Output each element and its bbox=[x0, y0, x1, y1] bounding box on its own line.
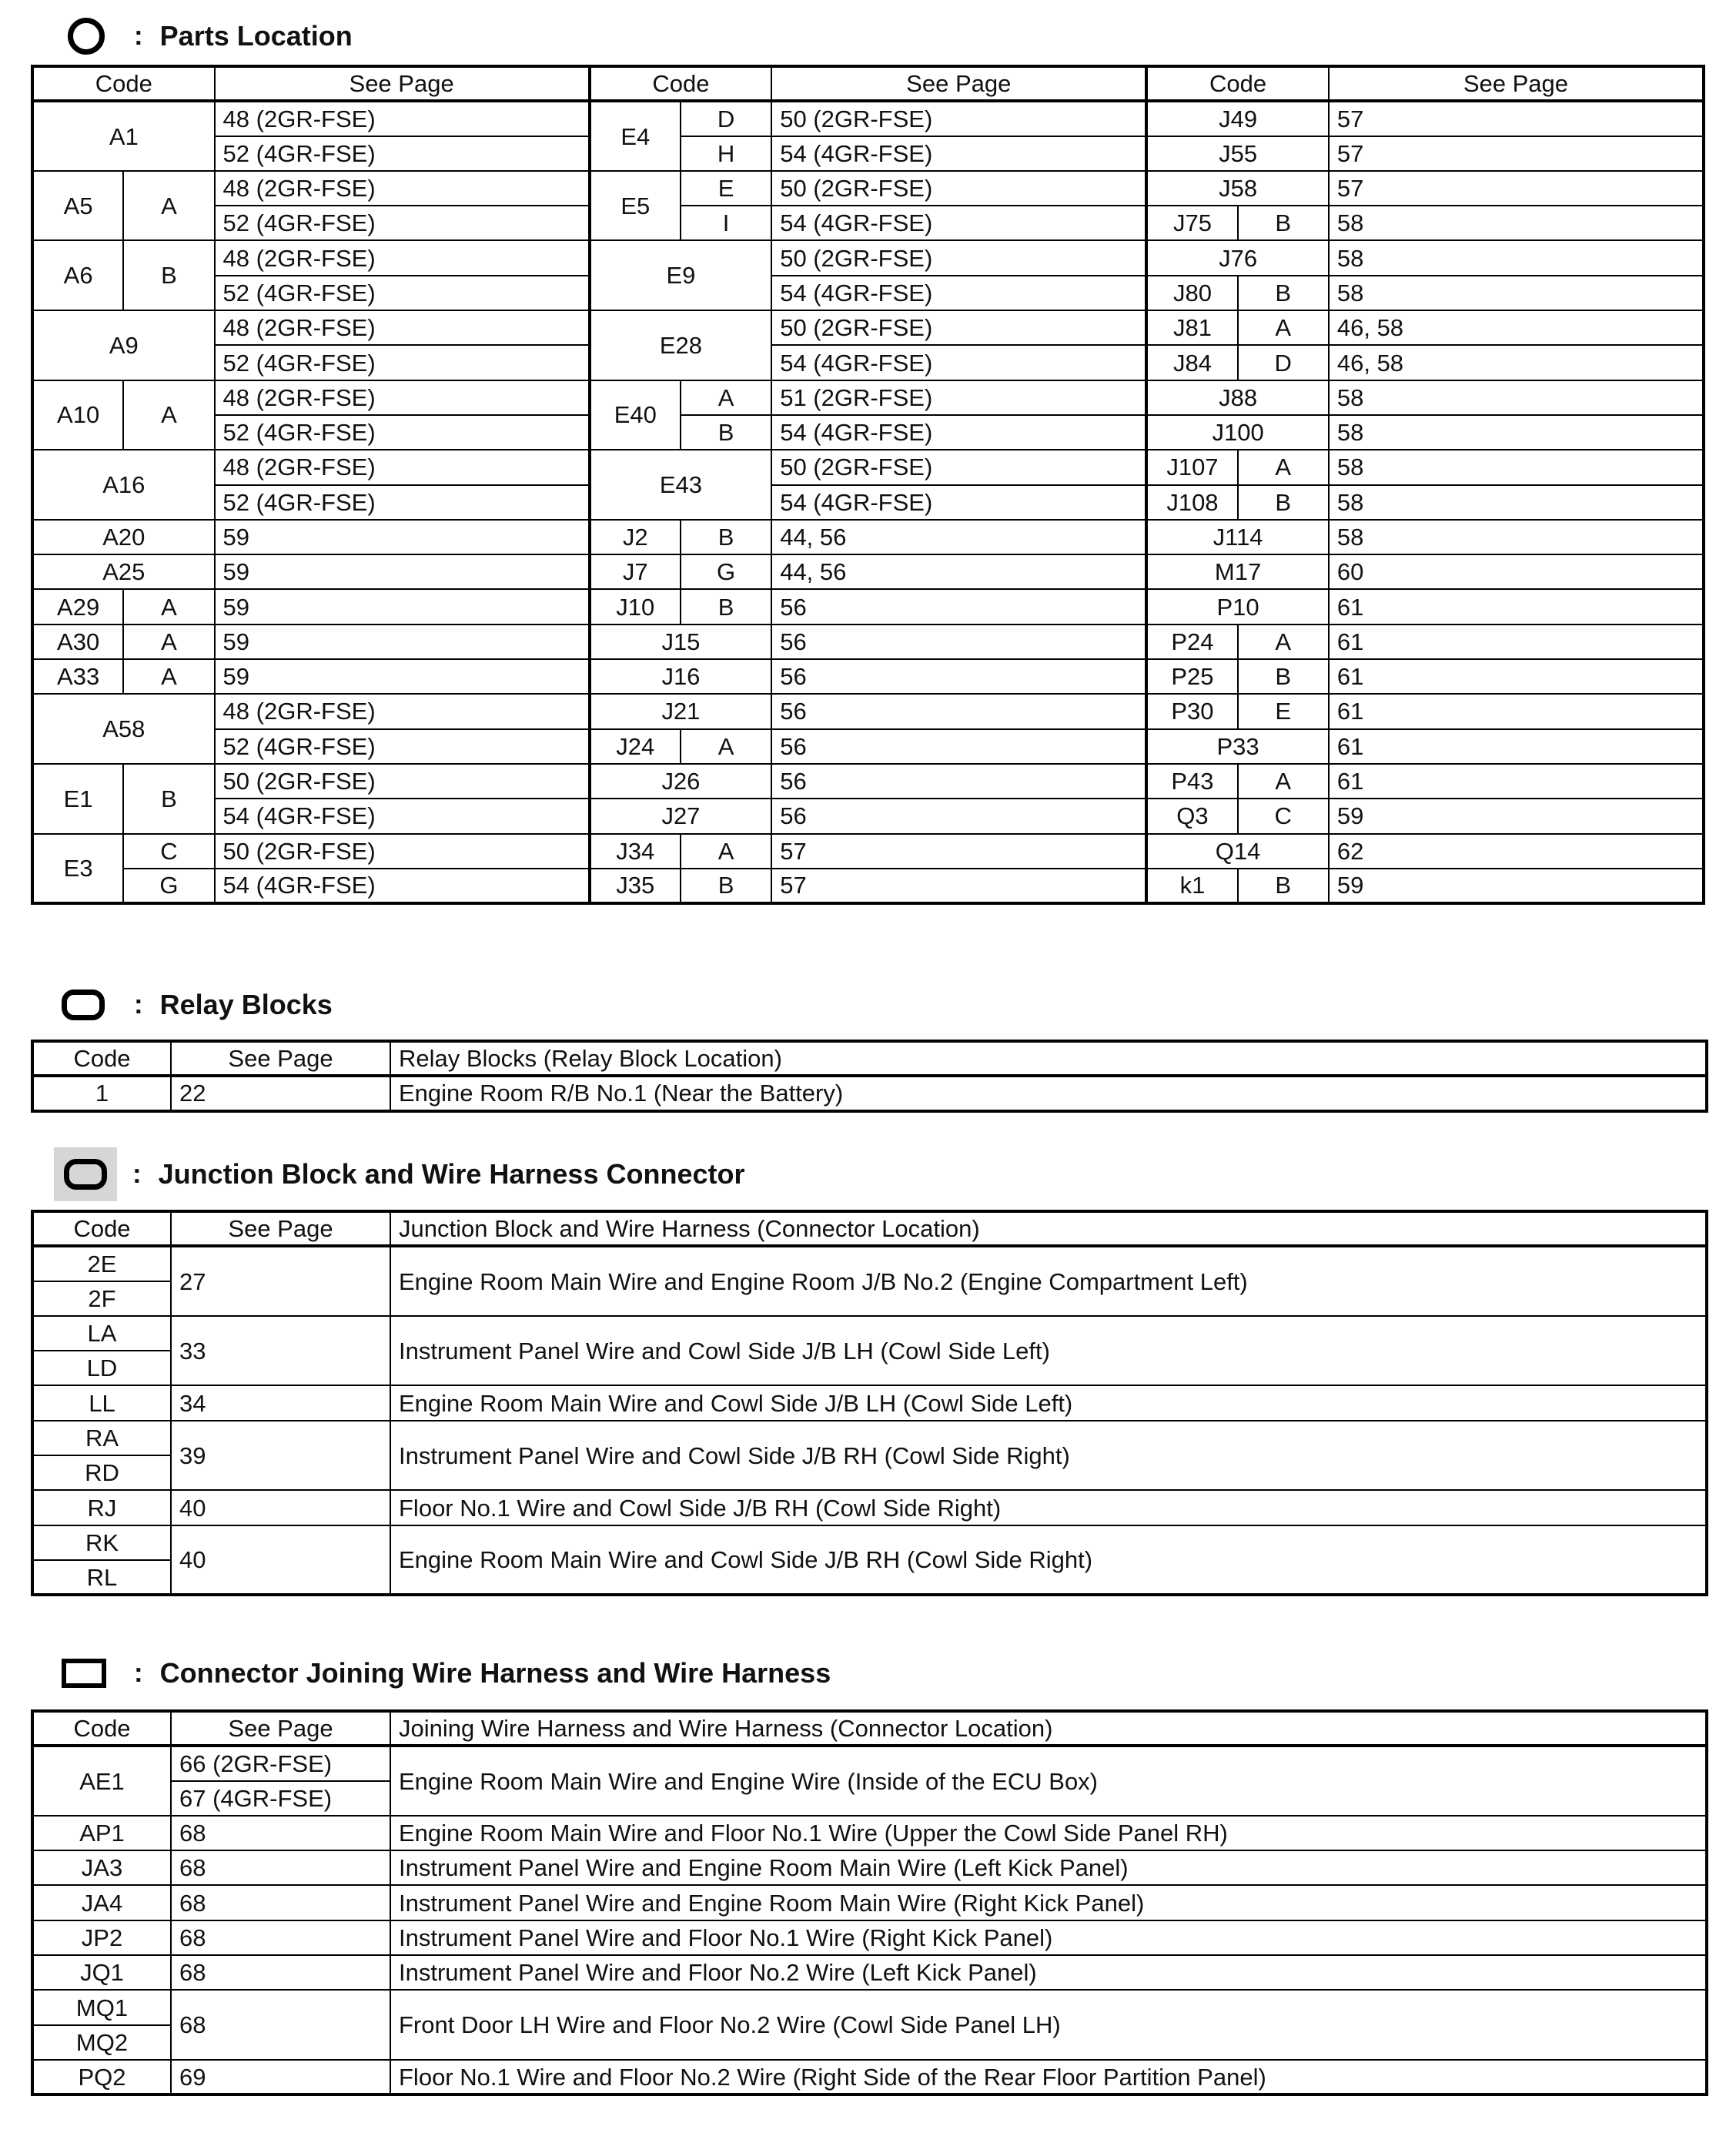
see-page-value: 58 bbox=[1329, 206, 1704, 240]
connector-letter: D bbox=[1238, 345, 1329, 380]
relay-blocks-heading bbox=[54, 978, 333, 1032]
section-title: Junction Block and Wire Harness Connector bbox=[158, 1158, 745, 1190]
connector-letter: B bbox=[681, 589, 771, 624]
connector-letter: A bbox=[681, 380, 771, 415]
see-page-value: 57 bbox=[771, 834, 1146, 869]
section-title: Connector Joining Wire Harness and Wire Harness bbox=[159, 1657, 831, 1689]
see-page-value: 61 bbox=[1329, 659, 1704, 694]
table-row bbox=[32, 589, 1704, 624]
see-page-value: 61 bbox=[1329, 589, 1704, 624]
part-code: J10 bbox=[590, 589, 681, 624]
connector-letter: A bbox=[1238, 310, 1329, 345]
part-code: A5 bbox=[32, 171, 123, 241]
column-header-code: Code bbox=[32, 1041, 171, 1076]
junction-block-heading bbox=[54, 1147, 744, 1201]
location-description: Engine Room Main Wire and Cowl Side J/B RH (Cowl Side Right) bbox=[390, 1525, 1707, 1596]
connector-code: RD bbox=[32, 1455, 171, 1490]
connector-code: LA bbox=[32, 1316, 171, 1351]
see-page-value: 58 bbox=[1329, 520, 1704, 554]
location-description: Instrument Panel Wire and Cowl Side J/B RH (Cowl Side Right) bbox=[390, 1421, 1707, 1491]
part-code: J26 bbox=[590, 764, 772, 799]
connector-letter: B bbox=[123, 240, 214, 310]
table-row bbox=[32, 171, 1704, 206]
column-header-see-page: See Page bbox=[171, 1211, 390, 1246]
column-header-code: Code bbox=[32, 66, 215, 101]
see-page-value: 59 bbox=[215, 624, 590, 659]
table-row bbox=[32, 101, 1704, 136]
connector-letter: B bbox=[1238, 485, 1329, 520]
table-row bbox=[32, 2060, 1707, 2094]
see-page-value: 54 (4GR-FSE) bbox=[215, 799, 590, 833]
joining-connector-table bbox=[31, 1709, 1708, 2096]
connector-letter: C bbox=[1238, 799, 1329, 833]
see-page-value: 48 (2GR-FSE) bbox=[215, 380, 590, 415]
column-header-see-page: See Page bbox=[215, 66, 590, 101]
column-header-location: Junction Block and Wire Harness (Connector Location) bbox=[390, 1211, 1707, 1246]
column-header-see-page: See Page bbox=[171, 1041, 390, 1076]
connector-letter: A bbox=[681, 729, 771, 764]
connector-letter: A bbox=[123, 171, 214, 241]
parts-location-table bbox=[31, 65, 1705, 905]
part-code: P10 bbox=[1146, 589, 1329, 624]
junction-block-table bbox=[31, 1210, 1708, 1596]
heading-colon: : bbox=[132, 1159, 142, 1189]
see-page-value: 56 bbox=[771, 659, 1146, 694]
connector-letter: A bbox=[123, 659, 214, 694]
column-header-location: Joining Wire Harness and Wire Harness (Connector Location) bbox=[390, 1711, 1707, 1746]
part-code: J21 bbox=[590, 694, 772, 728]
see-page-value: 54 (4GR-FSE) bbox=[771, 485, 1146, 520]
relay-blocks-table bbox=[31, 1040, 1708, 1113]
see-page-value: 50 (2GR-FSE) bbox=[215, 764, 590, 799]
see-page-value: 44, 56 bbox=[771, 520, 1146, 554]
part-code: E5 bbox=[590, 171, 681, 241]
connector-letter: A bbox=[123, 380, 214, 450]
part-code: E43 bbox=[590, 450, 772, 520]
see-page-value: 56 bbox=[771, 589, 1146, 624]
see-page-value: 59 bbox=[1329, 869, 1704, 903]
see-page-value: 48 (2GR-FSE) bbox=[215, 240, 590, 275]
see-page-value: 50 (2GR-FSE) bbox=[215, 834, 590, 869]
see-page-value: 46, 58 bbox=[1329, 310, 1704, 345]
heading-colon: : bbox=[134, 21, 143, 51]
see-page-value: 50 (2GR-FSE) bbox=[771, 310, 1146, 345]
see-page-value: 52 (4GR-FSE) bbox=[215, 729, 590, 764]
see-page-value: 57 bbox=[1329, 101, 1704, 136]
see-page-value: 54 (4GR-FSE) bbox=[771, 206, 1146, 240]
part-code: J75 bbox=[1146, 206, 1237, 240]
part-code: J34 bbox=[590, 834, 681, 869]
table-row bbox=[32, 240, 1704, 275]
column-header-see-page: See Page bbox=[1329, 66, 1704, 101]
part-code: P43 bbox=[1146, 764, 1237, 799]
see-page-value: 48 (2GR-FSE) bbox=[215, 310, 590, 345]
see-page-value: 58 bbox=[1329, 276, 1704, 310]
section-title: Relay Blocks bbox=[159, 989, 333, 1020]
column-header-location: Relay Blocks (Relay Block Location) bbox=[390, 1041, 1707, 1076]
table-row bbox=[32, 206, 1704, 240]
see-page-value: 62 bbox=[1329, 834, 1704, 869]
connector-code: JQ1 bbox=[32, 1955, 171, 1990]
table-row bbox=[32, 1816, 1707, 1850]
table-header-row bbox=[32, 1211, 1707, 1246]
see-page-value: 61 bbox=[1329, 624, 1704, 659]
see-page-value: 56 bbox=[771, 624, 1146, 659]
see-page-value: 57 bbox=[1329, 136, 1704, 171]
part-code: P33 bbox=[1146, 729, 1329, 764]
connector-letter: E bbox=[681, 171, 771, 206]
table-row bbox=[32, 1490, 1707, 1525]
part-code: J81 bbox=[1146, 310, 1237, 345]
part-code: A9 bbox=[32, 310, 215, 380]
see-page-value: 48 (2GR-FSE) bbox=[215, 450, 590, 484]
table-row bbox=[32, 554, 1704, 589]
see-page-value: 48 (2GR-FSE) bbox=[215, 694, 590, 728]
connector-code: MQ1 bbox=[32, 1990, 171, 2024]
see-page-value: 27 bbox=[171, 1246, 390, 1316]
location-description: Engine Room Main Wire and Engine Room J/B No.2 (Engine Compartment Left) bbox=[390, 1246, 1707, 1316]
part-code: A6 bbox=[32, 240, 123, 310]
connector-code: 2E bbox=[32, 1246, 171, 1281]
part-code: J114 bbox=[1146, 520, 1329, 554]
table-row bbox=[32, 345, 1704, 380]
part-code: A30 bbox=[32, 624, 123, 659]
see-page-value: 50 (2GR-FSE) bbox=[771, 240, 1146, 275]
location-description: Instrument Panel Wire and Floor No.2 Wire (Left Kick Panel) bbox=[390, 1955, 1707, 1990]
connector-code: LD bbox=[32, 1351, 171, 1385]
part-code: A58 bbox=[32, 694, 215, 764]
see-page-value: 58 bbox=[1329, 380, 1704, 415]
see-page-value: 33 bbox=[171, 1316, 390, 1386]
table-row bbox=[32, 1746, 1707, 1780]
part-code: J49 bbox=[1146, 101, 1329, 136]
part-code: P30 bbox=[1146, 694, 1237, 728]
connector-letter: G bbox=[123, 869, 214, 903]
table-row bbox=[32, 1385, 1707, 1420]
connector-letter: A bbox=[1238, 450, 1329, 484]
table-row bbox=[32, 1316, 1707, 1351]
part-code: P24 bbox=[1146, 624, 1237, 659]
table-row bbox=[32, 1076, 1707, 1110]
table-row bbox=[32, 310, 1704, 345]
location-description: Instrument Panel Wire and Engine Room Main Wire (Right Kick Panel) bbox=[390, 1885, 1707, 1920]
part-code: J15 bbox=[590, 624, 772, 659]
location-description: Instrument Panel Wire and Engine Room Main Wire (Left Kick Panel) bbox=[390, 1850, 1707, 1885]
shaded-rounded-rect-symbol-icon bbox=[54, 1147, 117, 1201]
part-code: A20 bbox=[32, 520, 215, 554]
part-code: J88 bbox=[1146, 380, 1329, 415]
part-code: J58 bbox=[1146, 171, 1329, 206]
see-page-value: 58 bbox=[1329, 485, 1704, 520]
see-page-value: 54 (4GR-FSE) bbox=[771, 345, 1146, 380]
see-page-value: 52 (4GR-FSE) bbox=[215, 136, 590, 171]
table-row bbox=[32, 1920, 1707, 1955]
see-page-value: 69 bbox=[171, 2060, 390, 2094]
table-row bbox=[32, 764, 1704, 799]
connector-letter: B bbox=[1238, 276, 1329, 310]
connector-letter: B bbox=[681, 520, 771, 554]
part-code: E40 bbox=[590, 380, 681, 450]
connector-letter: B bbox=[1238, 206, 1329, 240]
location-description: Front Door LH Wire and Floor No.2 Wire (Cowl Side Panel LH) bbox=[390, 1990, 1707, 2060]
part-code: A1 bbox=[32, 101, 215, 171]
see-page-value: 56 bbox=[771, 694, 1146, 728]
table-row bbox=[32, 799, 1704, 833]
connector-letter: B bbox=[123, 764, 214, 834]
connector-letter: B bbox=[681, 869, 771, 903]
table-row bbox=[32, 1850, 1707, 1885]
connector-code: LL bbox=[32, 1385, 171, 1420]
see-page-value: 54 (4GR-FSE) bbox=[771, 415, 1146, 450]
part-code: J100 bbox=[1146, 415, 1329, 450]
table-header-row bbox=[32, 1711, 1707, 1746]
see-page-value: 48 (2GR-FSE) bbox=[215, 101, 590, 136]
table-row bbox=[32, 834, 1704, 869]
part-code: J24 bbox=[590, 729, 681, 764]
heading-colon: : bbox=[134, 1658, 143, 1688]
see-page-value: 61 bbox=[1329, 764, 1704, 799]
column-header-see-page: See Page bbox=[771, 66, 1146, 101]
connector-letter: D bbox=[681, 101, 771, 136]
relay-block-code: 1 bbox=[32, 1076, 171, 1110]
connector-code: RL bbox=[32, 1560, 171, 1595]
see-page-value: 54 (4GR-FSE) bbox=[771, 136, 1146, 171]
part-code: E4 bbox=[590, 101, 681, 171]
see-page-value: 52 (4GR-FSE) bbox=[215, 415, 590, 450]
part-code: J76 bbox=[1146, 240, 1329, 275]
see-page-value: 68 bbox=[171, 1885, 390, 1920]
part-code: J16 bbox=[590, 659, 772, 694]
connector-letter: A bbox=[1238, 764, 1329, 799]
table-header-row bbox=[32, 66, 1704, 101]
connector-letter: I bbox=[681, 206, 771, 240]
part-code: Q14 bbox=[1146, 834, 1329, 869]
location-description: Instrument Panel Wire and Floor No.1 Wire (Right Kick Panel) bbox=[390, 1920, 1707, 1955]
part-code: k1 bbox=[1146, 869, 1237, 903]
connector-letter: B bbox=[1238, 659, 1329, 694]
table-row bbox=[32, 520, 1704, 554]
see-page-value: 59 bbox=[215, 659, 590, 694]
see-page-value: 66 (2GR-FSE) bbox=[171, 1746, 390, 1780]
see-page-value: 56 bbox=[771, 764, 1146, 799]
table-row bbox=[32, 415, 1704, 450]
table-row bbox=[32, 1246, 1707, 1281]
see-page-value: 58 bbox=[1329, 240, 1704, 275]
see-page-value: 57 bbox=[771, 869, 1146, 903]
see-page-value: 67 (4GR-FSE) bbox=[171, 1781, 390, 1816]
part-code: J35 bbox=[590, 869, 681, 903]
see-page-value: 50 (2GR-FSE) bbox=[771, 101, 1146, 136]
see-page-value: 59 bbox=[215, 589, 590, 624]
see-page-value: 46, 58 bbox=[1329, 345, 1704, 380]
connector-letter: A bbox=[123, 624, 214, 659]
table-row bbox=[32, 136, 1704, 171]
see-page-value: 39 bbox=[171, 1421, 390, 1491]
table-row bbox=[32, 380, 1704, 415]
connector-letter: B bbox=[1238, 869, 1329, 903]
part-code: E1 bbox=[32, 764, 123, 834]
table-row bbox=[32, 729, 1704, 764]
connector-letter: H bbox=[681, 136, 771, 171]
see-page-value: 50 (2GR-FSE) bbox=[771, 171, 1146, 206]
see-page-value: 61 bbox=[1329, 694, 1704, 728]
see-page-value: 22 bbox=[171, 1076, 390, 1110]
see-page-value: 51 (2GR-FSE) bbox=[771, 380, 1146, 415]
connector-code: AE1 bbox=[32, 1746, 171, 1816]
table-row bbox=[32, 1990, 1707, 2024]
table-row bbox=[32, 694, 1704, 728]
connector-code: RJ bbox=[32, 1490, 171, 1525]
see-page-value: 58 bbox=[1329, 450, 1704, 484]
location-description: Instrument Panel Wire and Cowl Side J/B LH (Cowl Side Left) bbox=[390, 1316, 1707, 1386]
see-page-value: 40 bbox=[171, 1525, 390, 1596]
see-page-value: 56 bbox=[771, 799, 1146, 833]
connector-letter: A bbox=[681, 834, 771, 869]
table-row bbox=[32, 869, 1704, 903]
connector-letter: B bbox=[681, 415, 771, 450]
see-page-value: 57 bbox=[1329, 171, 1704, 206]
column-header-code: Code bbox=[1146, 66, 1329, 101]
connector-letter: G bbox=[681, 554, 771, 589]
see-page-value: 50 (2GR-FSE) bbox=[771, 450, 1146, 484]
see-page-value: 59 bbox=[215, 520, 590, 554]
see-page-value: 56 bbox=[771, 729, 1146, 764]
section-title: Parts Location bbox=[159, 20, 353, 52]
connector-code: JA4 bbox=[32, 1885, 171, 1920]
table-row bbox=[32, 450, 1704, 484]
see-page-value: 68 bbox=[171, 1920, 390, 1955]
part-code: E28 bbox=[590, 310, 772, 380]
part-code: A33 bbox=[32, 659, 123, 694]
location-description: Floor No.1 Wire and Cowl Side J/B RH (Cowl Side Right) bbox=[390, 1490, 1707, 1525]
see-page-value: 52 (4GR-FSE) bbox=[215, 276, 590, 310]
location-description: Engine Room R/B No.1 (Near the Battery) bbox=[390, 1076, 1707, 1110]
see-page-value: 48 (2GR-FSE) bbox=[215, 171, 590, 206]
location-description: Floor No.1 Wire and Floor No.2 Wire (Right Side of the Rear Floor Partition Panel) bbox=[390, 2060, 1707, 2094]
see-page-value: 54 (4GR-FSE) bbox=[215, 869, 590, 903]
see-page-value: 44, 56 bbox=[771, 554, 1146, 589]
connector-code: 2F bbox=[32, 1281, 171, 1316]
table-header-row bbox=[32, 1041, 1707, 1076]
see-page-value: 68 bbox=[171, 1955, 390, 1990]
location-description: Engine Room Main Wire and Cowl Side J/B LH (Cowl Side Left) bbox=[390, 1385, 1707, 1420]
connector-letter: A bbox=[123, 589, 214, 624]
part-code: J27 bbox=[590, 799, 772, 833]
table-row bbox=[32, 1421, 1707, 1455]
see-page-value: 60 bbox=[1329, 554, 1704, 589]
rectangle-symbol-icon bbox=[62, 1659, 106, 1688]
part-code: E3 bbox=[32, 834, 123, 904]
see-page-value: 52 (4GR-FSE) bbox=[215, 206, 590, 240]
table-row bbox=[32, 624, 1704, 659]
part-code: A29 bbox=[32, 589, 123, 624]
connector-letter: A bbox=[1238, 624, 1329, 659]
part-code: J7 bbox=[590, 554, 681, 589]
rounded-rect-symbol-icon bbox=[62, 989, 105, 1020]
see-page-value: 59 bbox=[215, 554, 590, 589]
part-code: J80 bbox=[1146, 276, 1237, 310]
see-page-value: 40 bbox=[171, 1490, 390, 1525]
connector-code: MQ2 bbox=[32, 2025, 171, 2060]
column-header-code: Code bbox=[32, 1711, 171, 1746]
table-row bbox=[32, 1885, 1707, 1920]
part-code: A25 bbox=[32, 554, 215, 589]
see-page-value: 61 bbox=[1329, 729, 1704, 764]
connector-letter: E bbox=[1238, 694, 1329, 728]
connector-code: RA bbox=[32, 1421, 171, 1455]
part-code: A16 bbox=[32, 450, 215, 520]
table-row bbox=[32, 1525, 1707, 1560]
connector-code: AP1 bbox=[32, 1816, 171, 1850]
see-page-value: 58 bbox=[1329, 415, 1704, 450]
part-code: J108 bbox=[1146, 485, 1237, 520]
joining-connector-heading bbox=[54, 1646, 831, 1700]
part-code: J55 bbox=[1146, 136, 1329, 171]
part-code: M17 bbox=[1146, 554, 1329, 589]
connector-code: JA3 bbox=[32, 1850, 171, 1885]
column-header-see-page: See Page bbox=[171, 1711, 390, 1746]
column-header-code: Code bbox=[590, 66, 772, 101]
part-code: A10 bbox=[32, 380, 123, 450]
parts-location-heading bbox=[54, 9, 353, 63]
table-row bbox=[32, 659, 1704, 694]
part-code: J2 bbox=[590, 520, 681, 554]
see-page-value: 52 (4GR-FSE) bbox=[215, 345, 590, 380]
connector-code: JP2 bbox=[32, 1920, 171, 1955]
table-row bbox=[32, 485, 1704, 520]
see-page-value: 52 (4GR-FSE) bbox=[215, 485, 590, 520]
circle-symbol-icon bbox=[68, 18, 105, 55]
table-row bbox=[32, 1955, 1707, 1990]
heading-colon: : bbox=[134, 989, 143, 1020]
location-description: Engine Room Main Wire and Floor No.1 Wire (Upper the Cowl Side Panel RH) bbox=[390, 1816, 1707, 1850]
part-code: Q3 bbox=[1146, 799, 1237, 833]
see-page-value: 34 bbox=[171, 1385, 390, 1420]
location-description: Engine Room Main Wire and Engine Wire (Inside of the ECU Box) bbox=[390, 1746, 1707, 1816]
see-page-value: 68 bbox=[171, 1850, 390, 1885]
see-page-value: 68 bbox=[171, 1990, 390, 2060]
connector-code: PQ2 bbox=[32, 2060, 171, 2094]
see-page-value: 68 bbox=[171, 1816, 390, 1850]
part-code: P25 bbox=[1146, 659, 1237, 694]
table-row bbox=[32, 276, 1704, 310]
connector-letter: C bbox=[123, 834, 214, 869]
see-page-value: 59 bbox=[1329, 799, 1704, 833]
part-code: J84 bbox=[1146, 345, 1237, 380]
part-code: J107 bbox=[1146, 450, 1237, 484]
see-page-value: 54 (4GR-FSE) bbox=[771, 276, 1146, 310]
connector-code: RK bbox=[32, 1525, 171, 1560]
part-code: E9 bbox=[590, 240, 772, 310]
column-header-code: Code bbox=[32, 1211, 171, 1246]
